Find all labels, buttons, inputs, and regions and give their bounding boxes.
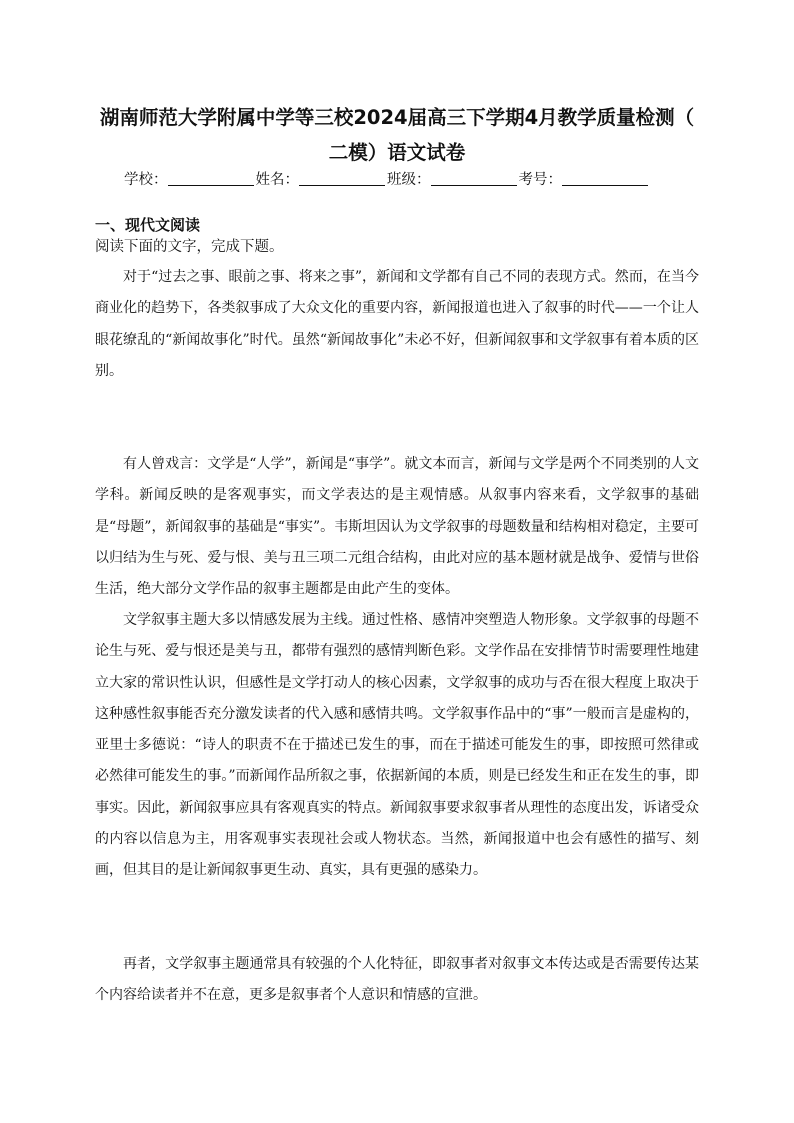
- exam-title-line-1: 湖南师范大学附属中学等三校2024届高三下学期4月教学质量检测（: [99, 106, 695, 129]
- class-label: 班级：: [387, 172, 431, 188]
- passage-paragraph-1: 对于“过去之事、眼前之事、将来之事”，新闻和文学都有自己不同的表现方式。然而，在当今商业化的趋势下，各类叙事成了大众文化的重要内容，新闻报道也进入了叙事的时代——一个让人眼花缭乱的“新闻故事化”时代。虽然“新闻故事化”未必不好，但新闻叙事和文学叙事有着本质的区别。: [95, 269, 699, 379]
- school-blank: [168, 171, 254, 186]
- exam-number-blank: [562, 171, 648, 186]
- exam-number-label: 考号：: [518, 172, 562, 188]
- student-info-row: [124, 170, 684, 190]
- passage-paragraph-2: 有人曾戏言：文学是“人学”，新闻是“事学”。就文本而言，新闻与文学是两个不同类别的人文学科。新闻反映的是客观事实，而文学表达的是主观情感。从叙事内容来看，文学叙事的基础是“母题”，新闻叙事的基础是“事实”。韦斯坦因认为文学叙事的母题数量和结构相对稳定，主要可以归结为生与死、爱与恨、美与丑三项二元组合结构，由此对应的基本题材就是战争、爱情与世俗生活，绝大部分文学作品的叙事主题都是由此产生的变体。: [95, 456, 699, 598]
- passage-paragraph-4: 再者，文学叙事主题通常具有较强的个人化特征，即叙事者对叙事文本传达或是否需要传达某个内容给读者并不在意，更多是叙事者个人意识和情感的宣泄。: [95, 956, 699, 1004]
- passage-paragraph-3: 文学叙事主题大多以情感发展为主线。通过性格、感情冲突塑造人物形象。文学叙事的母题不论生与死、爱与恨还是美与丑，都带有强烈的感情判断色彩。文学作品在安排情节时需要理性地建立大家的常识性认识，但感性是文学打动人的核心因素，文学叙事的成功与否在很大程度上取决于这种感性叙事能否充分激发读者的代入感和感情共鸣。文学叙事作品中的“事”一般而言是虚构的，亚里士多德说：“诗人的职责不在于描述已发生的事，而在于描述可能发生的事，即按照可然律或必然律可能发生的事。”而新闻作品所叙之事，依据新闻的本质，则是已经发生和正在发生的事，即事实。因此，新闻叙事应具有客观真实的特点。新闻叙事要求叙事者从理性的态度出发，诉诸受众的内容以信息为主，用客观事实表现社会或人物状态。当然，新闻报道中也会有感性的描写、刻画，但其目的是让新闻叙事更生动、真实，具有更强的感染力。: [95, 612, 699, 879]
- reading-instruction: 阅读下面的文字，完成下题。: [95, 239, 284, 255]
- class-blank: [431, 171, 517, 186]
- exam-title-line-2: 二模）语文试卷: [328, 141, 466, 164]
- name-label: 姓名：: [255, 172, 299, 188]
- school-label: 学校：: [124, 172, 168, 188]
- name-blank: [299, 171, 385, 186]
- section-heading: 一、现代文阅读: [95, 216, 201, 234]
